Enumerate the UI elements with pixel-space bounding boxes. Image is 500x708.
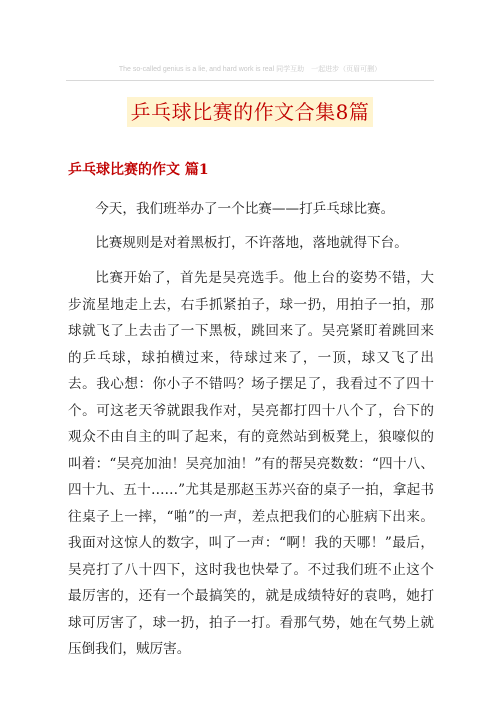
paragraph: 比赛规则是对着黑板打，不许落地，落地就得下台。 <box>95 235 408 251</box>
header-divider <box>66 80 434 81</box>
paragraph: 比赛开始了，首先是吴亮选手。他上台的姿势不错，大步流星地走上去，右手抓紧拍子，球一扔，用拍子一拍，那球就飞了上去击了一下黑板，跳回来了。吴亮紧盯着跳回来的乒乓球，球拍横过来，待球过来了，一顶，球又飞了出去。我心想：你小子不错吗？场子摆足了，我看过不了四十个。可这老天爷就跟我作对，吴亮都打四十八个了，台下的观众不由自主的叫了起来，有的竟然站到板凳上，狼嚎似的叫着：“吴亮加油！吴亮加油！”有的帮吴亮数数：“四十八、四十九、五十……”尤其是那赵玉苏兴奋的桌子一拍，拿起书往桌子上一摔，“啪”的一声，差点把我们的心脏病下出来。我面对这惊人的数字，叫了一声：“啊！我的天哪！”最后，吴亮打了八十四下，这时我也快晕了。不过我们班不止这个最厉害的，还有一个最搞笑的，就是成绩特好的袁鸣，她打球可厉害了，球一扔，拍子一打。看那气势，她在气势上就压倒我们，贼厉害。 <box>68 270 434 657</box>
document-title <box>70 97 430 127</box>
document-title-text: 乒乓球比赛的作文合集8篇 <box>127 97 374 127</box>
paragraph: 今天，我们班举办了一个比赛——打乒乓球比赛。 <box>95 201 395 217</box>
page-header-text: The so-called genius is a lie, and hard work is real 同学互助 一起进步（页眉可删） <box>118 66 382 73</box>
section-title: 乒乓球比赛的作文 篇1 <box>68 162 209 178</box>
